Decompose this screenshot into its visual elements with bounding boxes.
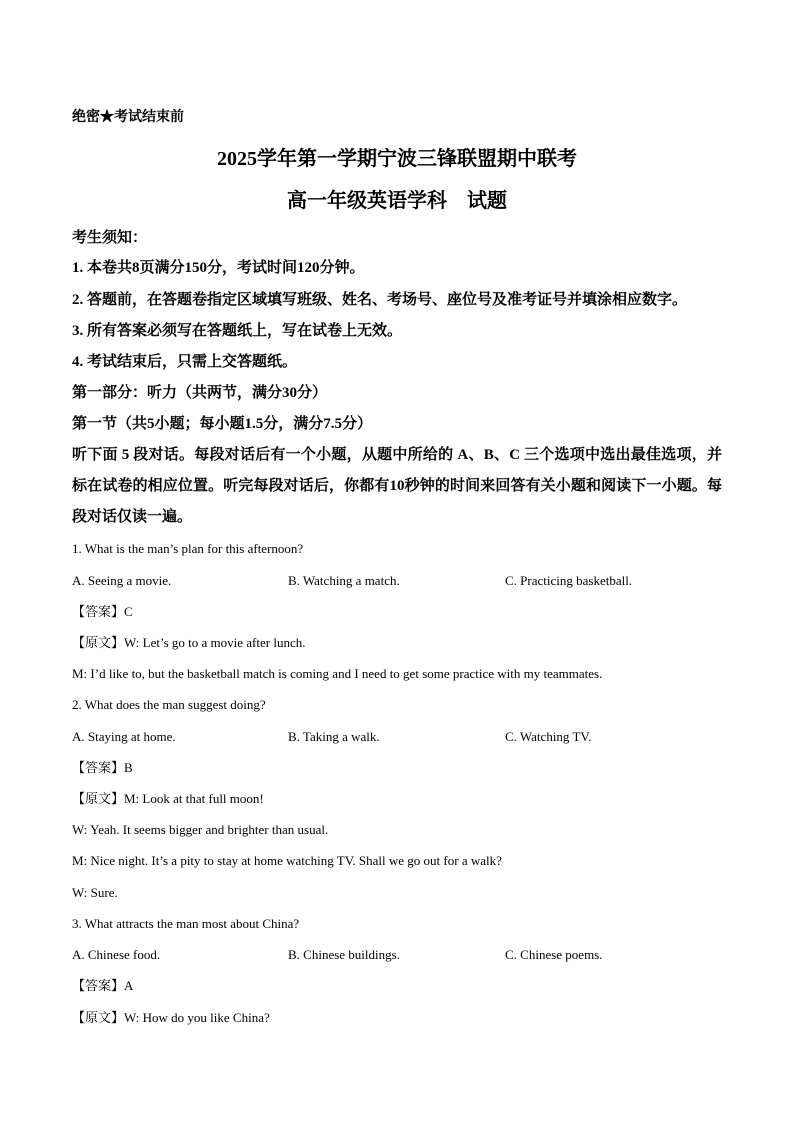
section-sub-heading: 第一节（共5小题；每小题1.5分，满分7.5分）	[72, 416, 373, 432]
transcript-line: 【原文】W: How do you like China?	[72, 1010, 270, 1025]
option-b: B. Chinese buildings.	[288, 947, 400, 962]
option-c: C. Chinese poems.	[505, 947, 603, 962]
option-a: A. Chinese food.	[72, 947, 161, 962]
exam-subtitle: 高一年级英语学科 试题	[287, 190, 507, 212]
confidential-label: 绝密★考试结束前	[72, 110, 184, 125]
question-stem: 2. What does the man suggest doing?	[72, 697, 266, 712]
option-b: B. Taking a walk.	[288, 729, 380, 744]
section-part-heading: 第一部分：听力（共两节，满分30分）	[72, 385, 328, 401]
section-instructions: 听下面 5 段对话。每段对话后有一个小题，从题中所给的 A、B、C 三个选项中选出最佳选项，并标在试卷的相应位置。听完每段对话后，你都有10秒钟的时间来回答有关小题和阅读下一小题。每段对话仅读一遍。	[72, 447, 722, 525]
transcript-line: W: Sure.	[72, 885, 118, 900]
notice-item: 4. 考试结束后，只需上交答题纸。	[72, 354, 298, 370]
option-b: B. Watching a match.	[288, 573, 400, 588]
transcript-line: M: I’d like to, but the basketball match is coming and I need to get some practice with my teammates.	[72, 666, 603, 681]
answer-label: 【答案】A	[72, 978, 134, 993]
question-stem: 1. What is the man’s plan for this afternoon?	[72, 541, 304, 556]
transcript-line: W: Yeah. It seems bigger and brighter than usual.	[72, 822, 329, 837]
transcript-line: M: Nice night. It’s a pity to stay at home watching TV. Shall we go out for a walk?	[72, 853, 502, 868]
notice-item: 2. 答题前，在答题卷指定区域填写班级、姓名、考场号、座位号及准考证号并填涂相应数字。	[72, 292, 688, 308]
question-stem: 3. What attracts the man most about China?	[72, 916, 300, 931]
answer-label: 【答案】B	[72, 760, 133, 775]
option-a: A. Seeing a movie.	[72, 573, 172, 588]
transcript-line: 【原文】M: Look at that full moon!	[72, 791, 264, 806]
exam-title: 2025学年第一学期宁波三锋联盟期中联考	[217, 148, 577, 170]
transcript-line: 【原文】W: Let’s go to a movie after lunch.	[72, 635, 306, 650]
notice-heading: 考生须知：	[72, 230, 148, 246]
notice-item: 3. 所有答案必须写在答题纸上，写在试卷上无效。	[72, 323, 403, 339]
answer-label: 【答案】C	[72, 604, 133, 619]
option-c: C. Practicing basketball.	[505, 573, 633, 588]
notice-item: 1. 本卷共8页满分150分，考试时间120分钟。	[72, 260, 365, 276]
option-c: C. Watching TV.	[505, 729, 592, 744]
option-a: A. Staying at home.	[72, 729, 176, 744]
